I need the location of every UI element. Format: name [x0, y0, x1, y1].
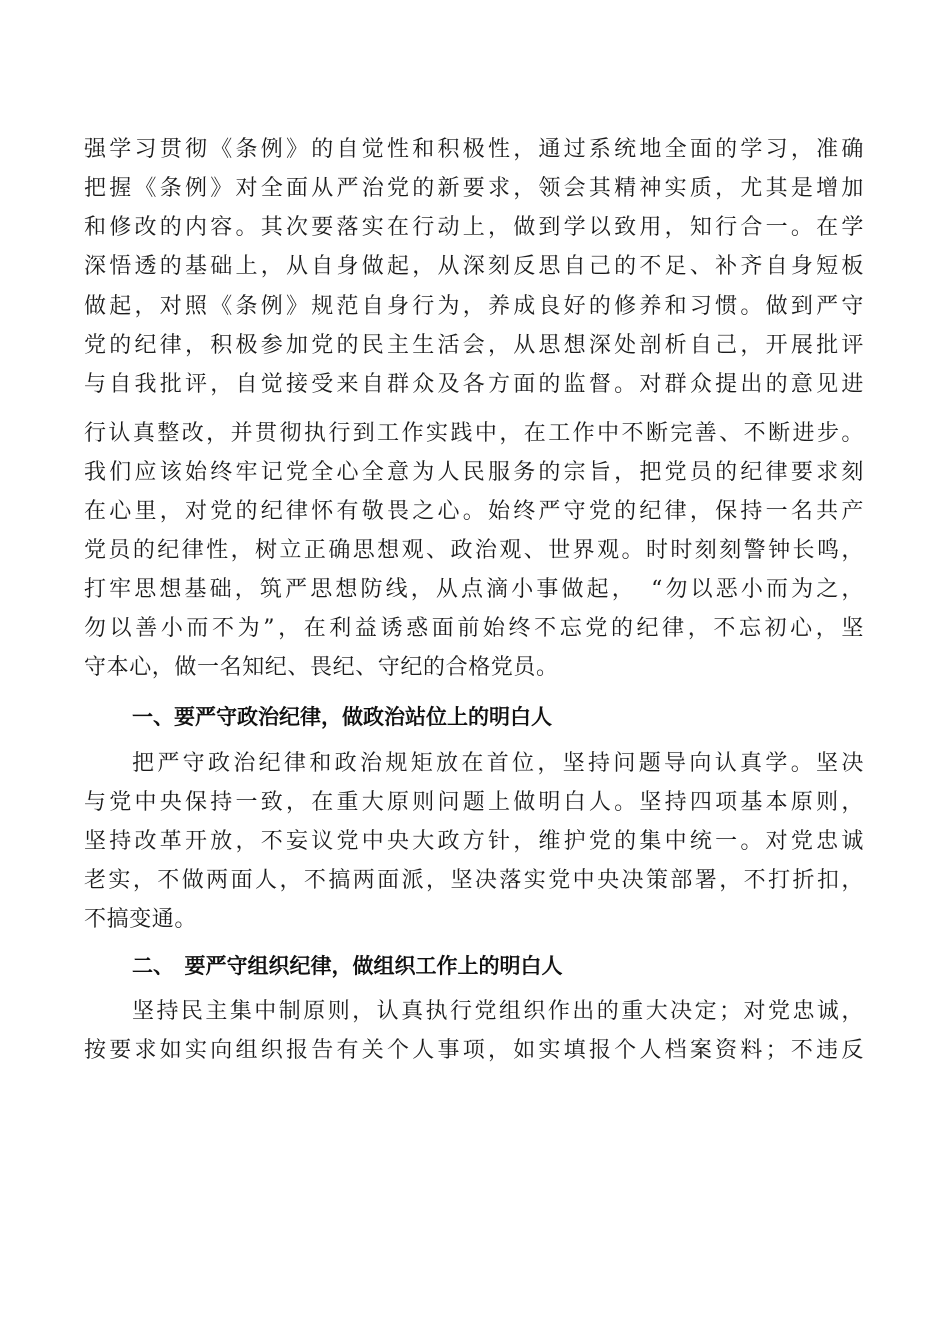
paragraph-line: 在心里，对党的纪律怀有敬畏之心。始终严守党的纪律，保持一名共产: [84, 499, 864, 524]
paragraph-line: 做起，对照《条例》规范自身行为，养成良好的修养和习惯。做到严守: [84, 294, 864, 319]
section-heading: 二、 要严守组织纪律，做组织工作上的明白人: [132, 954, 563, 978]
paragraph-line: 行认真整改，并贯彻执行到工作实践中，在工作中不断完善、不断进步。: [84, 421, 864, 446]
paragraph-line: 不搞变通。: [84, 907, 198, 932]
paragraph-line: 和修改的内容。其次要落实在行动上，做到学以致用，知行合一。在学: [84, 215, 864, 240]
paragraph-line: 老实，不做两面人，不搞两面派，坚决落实党中央决策部署，不打折扣，: [84, 868, 864, 893]
paragraph-line: 把握《条例》对全面从严治党的新要求，领会其精神实质，尤其是增加: [84, 176, 864, 201]
paragraph-line: 与自我批评，自觉接受来自群众及各方面的监督。对群众提出的意见进: [84, 372, 864, 397]
paragraph-line: 守本心，做一名知纪、畏纪、守纪的合格党员。: [84, 655, 559, 680]
paragraph-line: 打牢思想基础，筑严思想防线，从点滴小事做起， “勿以恶小而为之，: [84, 577, 864, 602]
paragraph-line: 党员的纪律性，树立正确思想观、政治观、世界观。时时刻刻警钟长鸣，: [84, 538, 864, 563]
paragraph-line: 与党中央保持一致，在重大原则问题上做明白人。坚持四项基本原则，: [84, 790, 864, 815]
paragraph-line: 把严守政治纪律和政治规矩放在首位，坚持问题导向认真学。坚决: [132, 751, 864, 776]
section-heading: 一、要严守政治纪律，做政治站位上的明白人: [132, 705, 552, 729]
paragraph-line: 党的纪律，积极参加党的民主生活会，从思想深处剖析自己，开展批评: [84, 333, 864, 358]
paragraph-line: 按要求如实向组织报告有关个人事项，如实填报个人档案资料；不违反: [84, 1038, 864, 1063]
paragraph-line: 坚持改革开放，不妄议党中央大政方针，维护党的集中统一。对党忠诚: [84, 829, 864, 854]
paragraph-line: 我们应该始终牢记党全心全意为人民服务的宗旨，把党员的纪律要求刻: [84, 460, 864, 485]
paragraph-line: 勿以善小而不为”，在利益诱惑面前始终不忘党的纪律，不忘初心，坚: [84, 616, 864, 641]
paragraph-line: 强学习贯彻《条例》的自觉性和积极性，通过系统地全面的学习，准确: [84, 137, 864, 162]
paragraph-line: 深悟透的基础上，从自身做起，从深刻反思自己的不足、补齐自身短板: [84, 254, 864, 279]
paragraph-line: 坚持民主集中制原则，认真执行党组织作出的重大决定；对党忠诚，: [132, 999, 864, 1024]
